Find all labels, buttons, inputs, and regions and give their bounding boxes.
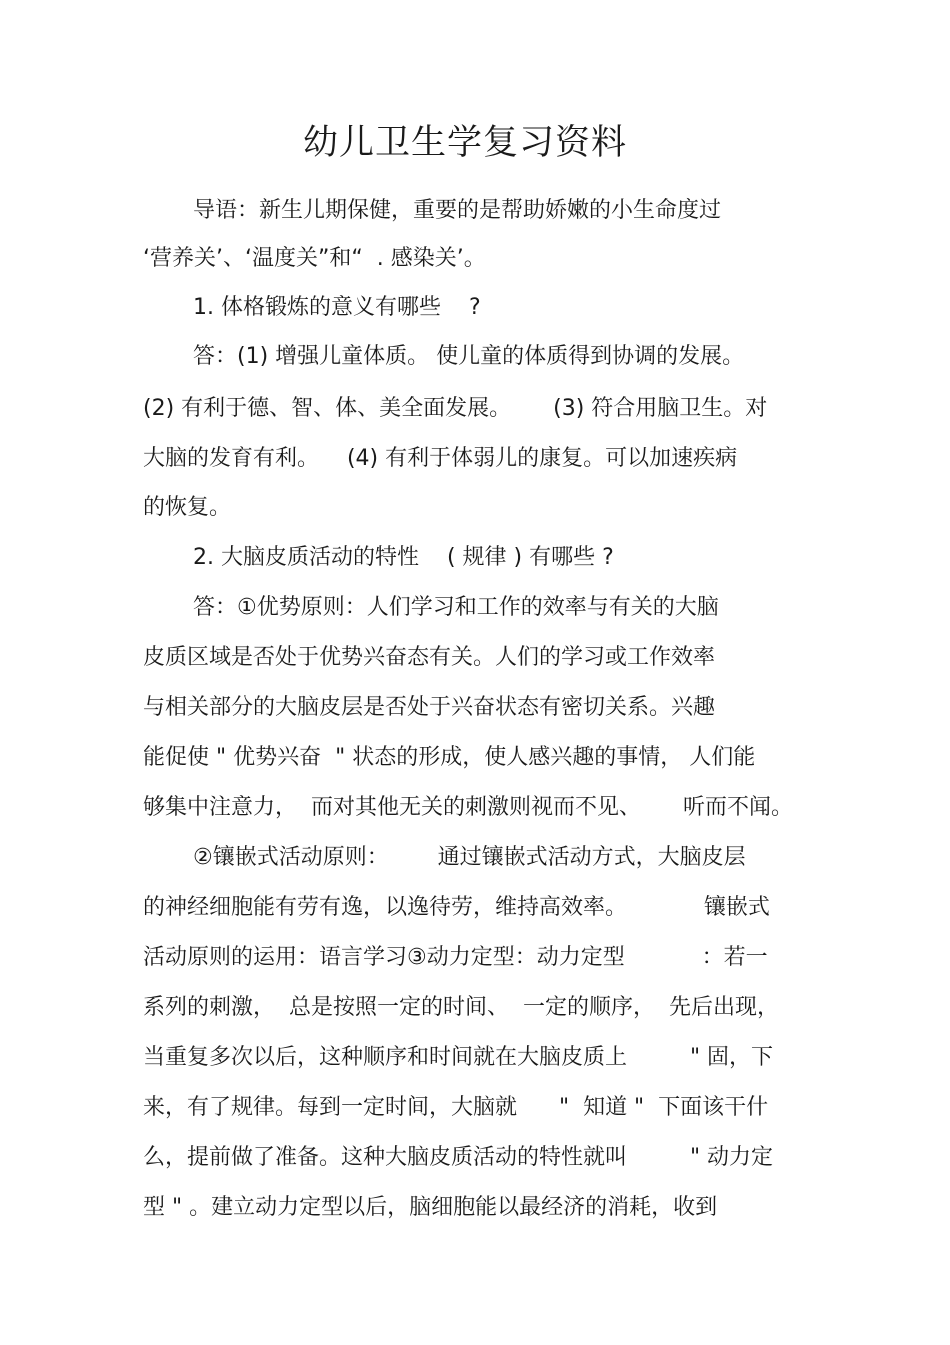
question-1: 1. 体格锻炼的意义有哪些 ? xyxy=(193,295,481,320)
answer-2-line-8: 活动原则的运用：语言学习③动力定型：动力定型 ：若一 xyxy=(143,945,768,970)
intro-line-2: ‘营养关’、‘温度关”和“ . 感染关’。 xyxy=(143,246,486,271)
answer-1-line-1: 答：(1) 增强儿童体质。 使儿童的体质得到协调的发展。 xyxy=(193,344,745,369)
answer-2-line-6: ②镶嵌式活动原则： 通过镶嵌式活动方式，大脑皮层 xyxy=(193,845,746,870)
answer-1-line-4: 的恢复。 xyxy=(143,495,232,520)
answer-2-line-1: 答：①优势原则：人们学习和工作的效率与有关的大脑 xyxy=(193,595,719,620)
answer-2-line-2: 皮质区域是否处于优势兴奋态有关。人们的学习或工作效率 xyxy=(143,645,716,670)
answer-2-line-4: 能促使 " 优势兴奋 " 状态的形成，使人感兴趣的事情， 人们能 xyxy=(143,745,756,770)
answer-2-line-5: 够集中注意力， 而对其他无关的刺激则视而不见、 听而不闻。 xyxy=(143,795,793,820)
answer-2-line-7: 的神经细胞能有劳有逸，以逸待劳，维持高效率。 镶嵌式 xyxy=(143,895,770,920)
answer-2-line-11: 来，有了规律。每到一定时间，大脑就 " 知道 " 下面该干什 xyxy=(143,1095,769,1120)
intro-line-1: 导语：新生儿期保健，重要的是帮助娇嫩的小生命度过 xyxy=(193,198,722,223)
question-2: 2. 大脑皮质活动的特性 ( 规律 ) 有哪些 ? xyxy=(193,545,614,570)
answer-2-line-10: 当重复多次以后，这种顺序和时间就在大脑皮质上 " 固，下 xyxy=(143,1045,774,1070)
answer-2-line-3: 与相关部分的大脑皮层是否处于兴奋状态有密切关系。兴趣 xyxy=(143,695,716,720)
document-title: 幼儿卫生学复习资料 xyxy=(302,123,627,163)
answer-2-line-9: 系列的刺激， 总是按照一定的时间、 一定的顺序， 先后出现， xyxy=(143,995,779,1020)
answer-1-line-3: 大脑的发育有利。 (4) 有利于体弱儿的康复。可以加速疾病 xyxy=(143,446,738,471)
answer-2-line-13: 型 " 。建立动力定型以后，脑细胞能以最经济的消耗，收到 xyxy=(143,1195,718,1220)
answer-2-line-12: 么，提前做了准备。这种大脑皮质活动的特性就叫 " 动力定 xyxy=(143,1145,774,1170)
answer-1-line-2: (2) 有利于德、智、体、美全面发展。 (3) 符合用脑卫生。对 xyxy=(143,396,768,421)
